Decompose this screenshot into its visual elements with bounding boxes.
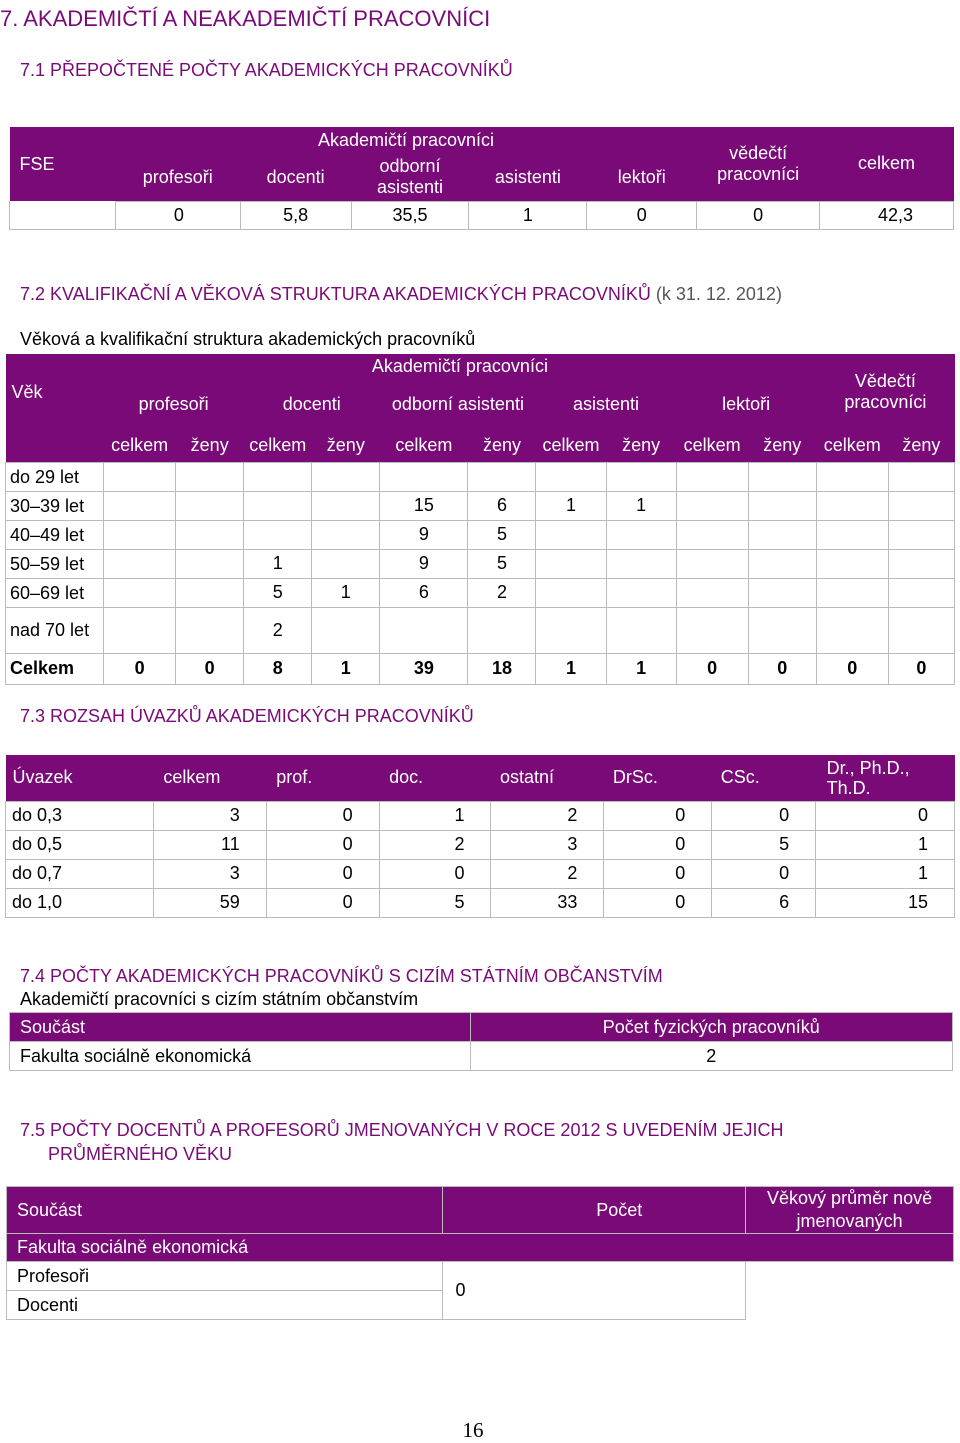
section-7-3-title: 7.3 ROZSAH ÚVAZKŮ AKADEMICKÝCH PRACOVNÍKŮ: [20, 706, 474, 726]
value-cell: 6: [712, 888, 816, 917]
page-number: 16: [462, 1418, 484, 1442]
value-cell: 5: [468, 520, 536, 549]
value-cell: [312, 520, 380, 549]
age-row: [6, 578, 955, 607]
sub-header: celkem: [676, 430, 748, 462]
total-cell: 0: [176, 653, 244, 684]
value-cell: [676, 607, 748, 653]
value-cell: 0: [712, 801, 816, 830]
value-cell: [748, 549, 816, 578]
value-cell: 2: [468, 578, 536, 607]
value-cell: [888, 520, 954, 549]
uvazek-label: do 1,0: [6, 888, 154, 917]
value-cell: 2: [244, 607, 312, 653]
col-header: profesoři: [104, 378, 244, 430]
sub-header: celkem: [536, 430, 606, 462]
value-cell: 0: [266, 859, 379, 888]
col-header: prof.: [266, 755, 379, 801]
value-cell: 15: [816, 888, 955, 917]
value-cell: 1: [606, 491, 676, 520]
value-cell: [176, 549, 244, 578]
value-cell: [748, 491, 816, 520]
value-cell: [244, 520, 312, 549]
value-cell: [676, 549, 748, 578]
age-label: 60–69 let: [6, 578, 104, 607]
value-cell: [244, 462, 312, 491]
total-cell: 1: [606, 653, 676, 684]
prumer-header: Věkový průměr nově jmenovaných: [746, 1187, 954, 1234]
uvazek-row: [6, 888, 955, 917]
sub-header: ženy: [176, 430, 244, 462]
table-7-4: [9, 1012, 953, 1071]
value-cell: [888, 462, 954, 491]
value-cell: [104, 578, 176, 607]
value-cell: 0: [697, 201, 820, 229]
total-cell: 18: [468, 653, 536, 684]
age-label: nad 70 let: [6, 607, 104, 653]
value-cell: [176, 520, 244, 549]
section-7-2-title: [20, 284, 782, 305]
sub-header: ženy: [748, 430, 816, 462]
total-cell: 0: [816, 653, 888, 684]
faculty-cell: Fakulta sociálně ekonomická: [10, 1042, 471, 1071]
value-cell: [104, 462, 176, 491]
col-header: ostatní: [491, 755, 604, 801]
value-cell: 0: [604, 888, 712, 917]
value-cell: [380, 462, 468, 491]
value-cell: [104, 520, 176, 549]
value-cell: 0: [816, 801, 955, 830]
col-header: lektoři: [587, 154, 697, 201]
value-cell: [606, 549, 676, 578]
section-7-4-title: 7.4 POČTY AKADEMICKÝCH PRACOVNÍKŮ S CIZÍM STÁTNÍM OBČANSTVÍM: [20, 966, 663, 986]
value-cell: 2: [470, 1042, 952, 1071]
value-cell: 33: [491, 888, 604, 917]
sub-header: ženy: [606, 430, 676, 462]
uvazek-header: Úvazek: [6, 755, 154, 801]
value-cell: 0: [604, 830, 712, 859]
vedecti-header: Vědečtí pracovníci: [816, 354, 954, 430]
value-cell: 1: [469, 201, 587, 229]
uvazek-label: do 0,5: [6, 830, 154, 859]
value-cell: 1: [536, 491, 606, 520]
table-7-5: [6, 1186, 954, 1320]
age-label: do 29 let: [6, 462, 104, 491]
value-cell: [606, 520, 676, 549]
value-cell: [816, 607, 888, 653]
value-cell: 0: [443, 1262, 746, 1320]
value-cell: 1: [816, 859, 955, 888]
value-cell: [888, 578, 954, 607]
section-7-2-title-main: 7.2 KVALIFIKAČNÍ A VĚKOVÁ STRUKTURA AKADEMICKÝCH PRACOVNÍKŮ: [20, 284, 651, 304]
value-cell: [380, 607, 468, 653]
fse-label: FSE: [10, 127, 116, 201]
total-cell: 0: [748, 653, 816, 684]
value-cell: [748, 578, 816, 607]
value-cell: 1: [312, 578, 380, 607]
value-cell: [104, 491, 176, 520]
age-label: 40–49 let: [6, 520, 104, 549]
value-cell: 2: [491, 859, 604, 888]
age-row: [6, 549, 955, 578]
value-cell: [816, 462, 888, 491]
uvazek-row: [6, 859, 955, 888]
total-cell: 0: [888, 653, 954, 684]
value-cell: 0: [379, 859, 491, 888]
soucast-header: Součást: [10, 1013, 471, 1042]
value-cell: 3: [153, 859, 266, 888]
value-cell: 59: [153, 888, 266, 917]
value-cell: [312, 549, 380, 578]
sub-header: celkem: [380, 430, 468, 462]
value-cell: 0: [115, 201, 240, 229]
sub-header: celkem: [104, 430, 176, 462]
value-cell: [176, 578, 244, 607]
sub-header: ženy: [468, 430, 536, 462]
value-cell: 0: [587, 201, 697, 229]
faculty-row: Fakulta sociálně ekonomická: [7, 1234, 954, 1262]
value-cell: [888, 549, 954, 578]
value-cell: 1: [816, 830, 955, 859]
value-cell: 5: [379, 888, 491, 917]
value-cell: 2: [491, 801, 604, 830]
pocet-header: Počet fyzických pracovníků: [470, 1013, 952, 1042]
value-cell: [176, 462, 244, 491]
value-cell: 11: [153, 830, 266, 859]
total-row: [6, 653, 955, 684]
value-cell: 15: [380, 491, 468, 520]
age-label: 50–59 let: [6, 549, 104, 578]
age-row: [6, 607, 955, 653]
value-cell: 1: [379, 801, 491, 830]
col-header: Dr., Ph.D., Th.D.: [816, 755, 955, 801]
uvazek-label: do 0,3: [6, 801, 154, 830]
group-header: Akademičtí pracovníci: [115, 127, 696, 154]
group-header: Akademičtí pracovníci: [104, 354, 817, 378]
value-cell: 3: [153, 801, 266, 830]
value-cell: [748, 607, 816, 653]
col-header: odborní asistenti: [380, 378, 536, 430]
value-cell: [606, 578, 676, 607]
pocet-header: Počet: [443, 1187, 746, 1234]
col-header: asistenti: [469, 154, 587, 201]
total-cell: 39: [380, 653, 468, 684]
value-cell: [244, 491, 312, 520]
value-cell: 1: [244, 549, 312, 578]
value-cell: [104, 549, 176, 578]
value-cell: [536, 549, 606, 578]
value-cell: [536, 578, 606, 607]
value-cell: [176, 491, 244, 520]
value-cell: [748, 462, 816, 491]
value-cell: 5: [712, 830, 816, 859]
soucast-header: Součást: [7, 1187, 443, 1234]
vek-header: Věk: [6, 354, 104, 430]
value-cell: 5,8: [240, 201, 351, 229]
vedecti-header: vědečtí pracovníci: [697, 127, 820, 201]
value-cell: 35,5: [351, 201, 469, 229]
value-cell: 6: [380, 578, 468, 607]
value-cell: [312, 607, 380, 653]
value-cell: [888, 491, 954, 520]
value-cell: [312, 462, 380, 491]
total-cell: 0: [104, 653, 176, 684]
col-header: docenti: [244, 378, 380, 430]
table-7-1: [9, 127, 954, 230]
section-7-5-title-line2: PRŮMĚRNÉHO VĚKU: [48, 1144, 233, 1164]
sub-header: ženy: [312, 430, 380, 462]
docenti-label: Docenti: [7, 1291, 443, 1320]
col-header: profesoři: [115, 154, 240, 201]
col-header: lektoři: [676, 378, 816, 430]
value-cell: [176, 607, 244, 653]
total-cell: 1: [536, 653, 606, 684]
age-label: 30–39 let: [6, 491, 104, 520]
value-cell: [676, 491, 748, 520]
value-cell: 2: [379, 830, 491, 859]
total-cell: 1: [312, 653, 380, 684]
col-header: docenti: [240, 154, 351, 201]
table-7-3: [5, 755, 955, 918]
table-7-2: [5, 354, 955, 685]
col-header: doc.: [379, 755, 491, 801]
sub-header: celkem: [244, 430, 312, 462]
celkem-header: celkem: [820, 127, 954, 201]
section-7-5-title: [20, 1118, 784, 1166]
age-row: [6, 462, 955, 491]
total-label: Celkem: [6, 653, 104, 684]
value-cell: 42,3: [820, 201, 954, 229]
value-cell: 6: [468, 491, 536, 520]
value-cell: [816, 491, 888, 520]
value-cell: 9: [380, 520, 468, 549]
value-cell: [536, 520, 606, 549]
section-7-1-title: 7.1 PŘEPOČTENÉ POČTY AKADEMICKÝCH PRACOVNÍKŮ: [20, 60, 513, 80]
value-cell: 9: [380, 549, 468, 578]
value-cell: [468, 607, 536, 653]
value-cell: 0: [266, 801, 379, 830]
value-cell: [748, 520, 816, 549]
profesori-label: Profesoři: [7, 1262, 443, 1291]
total-cell: 0: [676, 653, 748, 684]
value-cell: [676, 578, 748, 607]
col-header: celkem: [153, 755, 266, 801]
value-cell: 0: [604, 801, 712, 830]
value-cell: [536, 462, 606, 491]
value-cell: [606, 607, 676, 653]
value-cell: [816, 520, 888, 549]
section-7-4-caption: Akademičtí pracovníci s cizím státním občanstvím: [20, 989, 419, 1009]
sub-header: ženy: [888, 430, 954, 462]
section-7-5-title-line1: 7.5 POČTY DOCENTŮ A PROFESORŮ JMENOVANÝCH V ROCE 2012 S UVEDENÍM JEJICH: [20, 1120, 784, 1140]
value-cell: [816, 578, 888, 607]
value-cell: [536, 607, 606, 653]
sub-header: celkem: [816, 430, 888, 462]
value-cell: 3: [491, 830, 604, 859]
value-cell: 0: [266, 830, 379, 859]
value-cell: 5: [244, 578, 312, 607]
value-cell: [888, 607, 954, 653]
value-cell: [606, 462, 676, 491]
col-header: odborní asistenti: [351, 154, 469, 201]
value-cell: 0: [604, 859, 712, 888]
value-cell: 5: [468, 549, 536, 578]
value-cell: [312, 491, 380, 520]
uvazek-label: do 0,7: [6, 859, 154, 888]
col-header: asistenti: [536, 378, 676, 430]
chapter-heading: 7. AKADEMIČTÍ A NEAKADEMIČTÍ PRACOVNÍCI: [0, 6, 491, 31]
col-header: DrSc.: [604, 755, 712, 801]
value-cell: [468, 462, 536, 491]
col-header: CSc.: [712, 755, 816, 801]
value-cell: [816, 549, 888, 578]
section-7-2-date: (k 31. 12. 2012): [655, 284, 782, 304]
uvazek-row: [6, 801, 955, 830]
total-cell: 8: [244, 653, 312, 684]
value-cell: 0: [712, 859, 816, 888]
value-cell: [676, 520, 748, 549]
uvazek-row: [6, 830, 955, 859]
age-row: [6, 520, 955, 549]
value-cell: [104, 607, 176, 653]
value-cell: 0: [266, 888, 379, 917]
age-row: [6, 491, 955, 520]
section-7-2-caption: Věková a kvalifikační struktura akademických pracovníků: [20, 329, 476, 349]
value-cell: [676, 462, 748, 491]
